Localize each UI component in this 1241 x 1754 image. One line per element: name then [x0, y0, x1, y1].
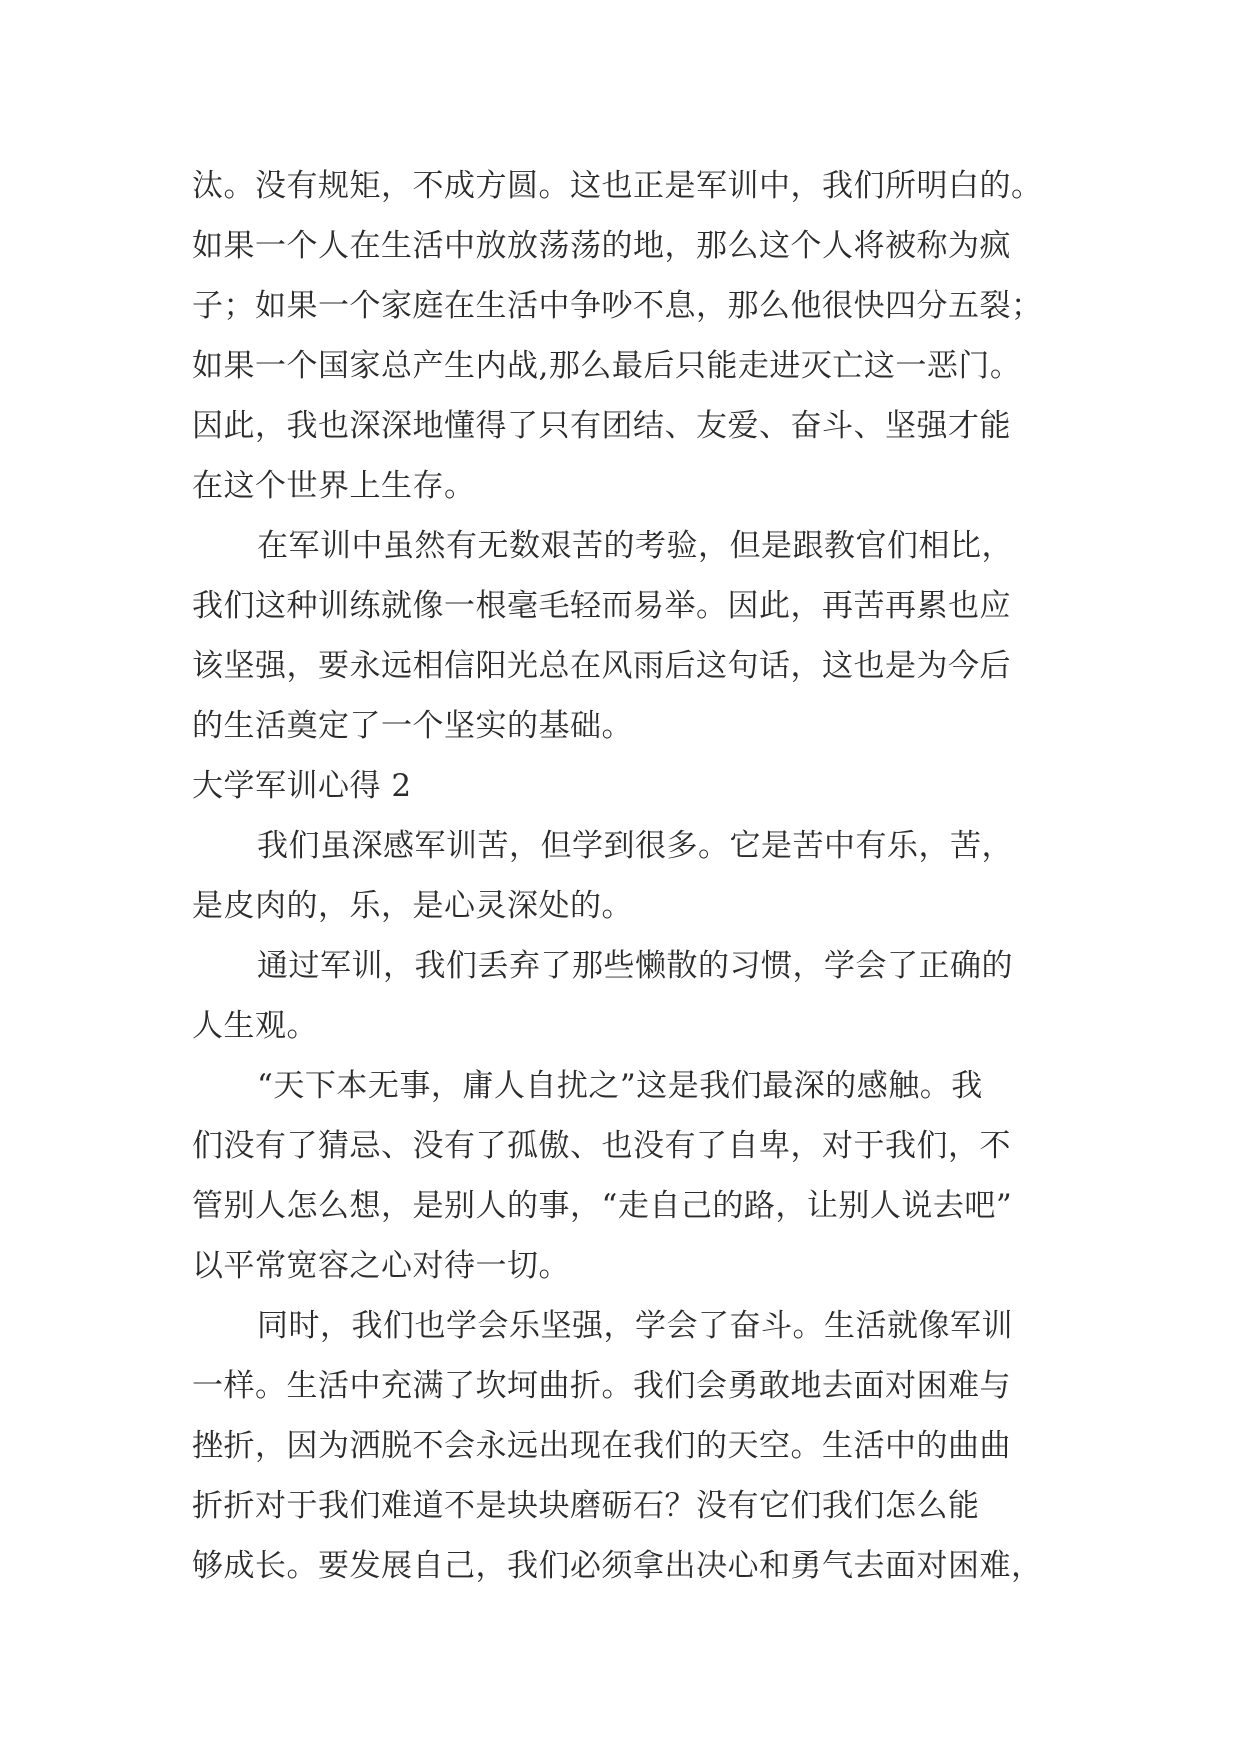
text-line: 管别人怎么想，是别人的事，“走自己的路，让别人说去吧”: [192, 1188, 1013, 1224]
text-line: 一样。生活中充满了坎坷曲折。我们会勇敢地去面对困难与: [192, 1368, 1011, 1404]
text-line: 们没有了猜忌、没有了孤傲、也没有了自卑，对于我们，不: [192, 1128, 1011, 1164]
paragraph-first-line: 我们虽深感军训苦，但学到很多。它是苦中有乐，苦，: [257, 828, 1013, 864]
paragraph-first-line: “天下本无事，庸人自扰之”这是我们最深的感触。我: [257, 1068, 983, 1104]
text-line: 该坚强，要永远相信阳光总在风雨后这句话，这也是为今后: [192, 648, 1011, 684]
text-line: 因此，我也深深地懂得了只有团结、友爱、奋斗、坚强才能: [192, 408, 1011, 444]
text-line: 折折对于我们难道不是块块磨砺石？没有它们我们怎么能: [192, 1488, 980, 1524]
text-line: 以平常宽容之心对待一切。: [192, 1248, 570, 1284]
text-line: 我们这种训练就像一根毫毛轻而易举。因此，再苦再累也应: [192, 588, 1011, 624]
paragraph-first-line: 在军训中虽然有无数艰苦的考验，但是跟教官们相比，: [257, 528, 1013, 564]
text-line: 挫折，因为洒脱不会永远出现在我们的天空。生活中的曲曲: [192, 1428, 1011, 1464]
text-line: 如果一个人在生活中放放荡荡的地，那么这个人将被称为疯: [192, 228, 1011, 264]
paragraph-first-line: 通过军训，我们丢弃了那些懒散的习惯，学会了正确的: [257, 948, 1013, 984]
paragraph-first-line: 同时，我们也学会乐坚强，学会了奋斗。生活就像军训: [257, 1308, 1013, 1344]
text-line: 子；如果一个家庭在生活中争吵不息，那么他很快四分五裂；: [192, 288, 1043, 324]
text-line: 在这个世界上生存。: [192, 468, 476, 504]
text-line: 是皮肉的，乐，是心灵深处的。: [192, 888, 633, 924]
text-line: 的生活奠定了一个坚实的基础。: [192, 708, 633, 744]
text-line: 人生观。: [192, 1008, 318, 1044]
text-line: 够成长。要发展自己，我们必须拿出决心和勇气去面对困难，: [192, 1548, 1043, 1584]
text-line: 如果一个国家总产生内战,那么最后只能走进灭亡这一恶门。: [192, 348, 1022, 384]
section-heading: 大学军训心得 2: [192, 768, 412, 804]
text-line: 汰。没有规矩，不成方圆。这也正是军训中，我们所明白的。: [192, 168, 1043, 204]
